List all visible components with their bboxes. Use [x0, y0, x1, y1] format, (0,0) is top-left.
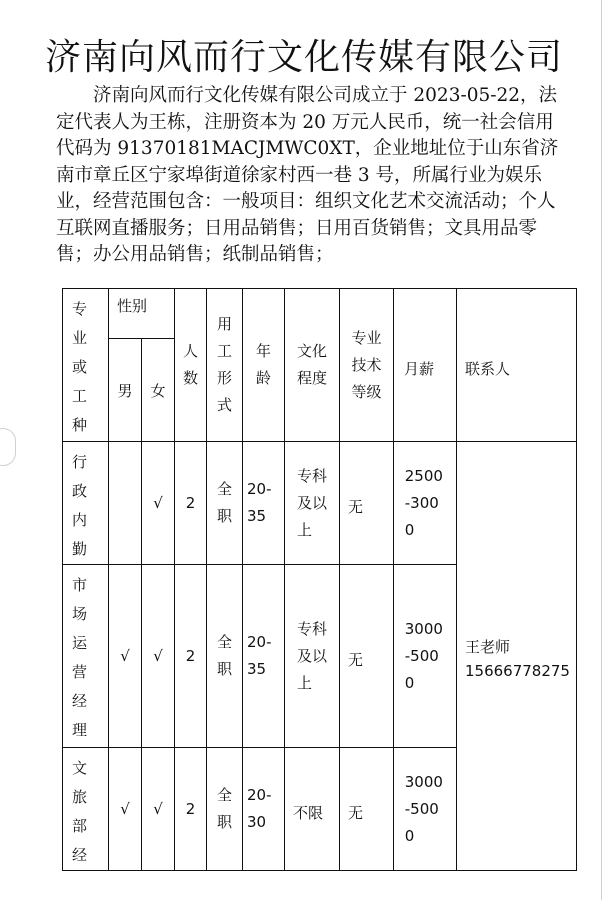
header-job: 专业或工种 — [63, 289, 109, 442]
cell-age: 20-35 — [243, 442, 285, 565]
cell-count: 2 — [175, 442, 207, 565]
header-skill-level: 专业技术等级 — [340, 289, 394, 442]
cell-male: √ — [109, 748, 142, 871]
cell-salary: 3000-5000 — [394, 748, 457, 871]
header-contact: 联系人 — [457, 289, 577, 442]
header-gender: 性别 — [109, 289, 175, 339]
recruitment-table — [62, 288, 577, 871]
cell-count: 2 — [175, 748, 207, 871]
cell-employment-type: 全职 — [207, 748, 243, 871]
header-male: 男 — [109, 339, 142, 442]
cell-age: 20-35 — [243, 565, 285, 748]
cell-skill-level: 无 — [340, 442, 394, 565]
side-scroll-handle[interactable] — [0, 428, 16, 466]
cell-age: 20-30 — [243, 748, 285, 871]
page-edge-divider — [601, 0, 602, 900]
table-row — [63, 442, 577, 565]
cell-male — [109, 442, 142, 565]
cell-education: 专科及以上 — [285, 565, 340, 748]
cell-female: √ — [142, 565, 175, 748]
contact-name: 王老师 — [465, 638, 511, 656]
document-title: 济南向风而行文化传媒有限公司 — [44, 37, 563, 78]
cell-salary: 2500-3000 — [394, 442, 457, 565]
contact-phone: 15666778275 — [465, 662, 570, 680]
cell-contact — [457, 442, 577, 871]
header-employment-type: 用工形式 — [207, 289, 243, 442]
cell-education: 专科及以上 — [285, 442, 340, 565]
cell-female: √ — [142, 442, 175, 565]
cell-employment-type: 全职 — [207, 565, 243, 748]
cell-employment-type: 全职 — [207, 442, 243, 565]
cell-male: √ — [109, 565, 142, 748]
company-intro-paragraph: 济南向风而行文化传媒有限公司成立于 2023-05-22，法定代表人为王栋，注册资本为 20 万元人民币，统一社会信用代码为 91370181MACJMWC0XT，企业地址位于山东省济南市章丘区宁家埠街道徐家村西一巷 3 号，所属行业为娱乐业，经营范围包含：一般项目：组织文化艺术交流活动；个人互联网直播服务；日用品销售；日用百货销售；文具用品零售；办公用品销售；纸制品销售； — [56, 85, 559, 265]
cell-female: √ — [142, 748, 175, 871]
cell-education: 不限 — [285, 748, 340, 871]
header-count: 人数 — [175, 289, 207, 442]
cell-count: 2 — [175, 565, 207, 748]
table-header-row — [63, 289, 577, 339]
header-salary: 月薪 — [394, 289, 457, 442]
cell-skill-level: 无 — [340, 565, 394, 748]
cell-job: 市场运营经理 — [63, 565, 109, 748]
header-female: 女 — [142, 339, 175, 442]
cell-skill-level: 无 — [340, 748, 394, 871]
cell-job: 行政内勤 — [63, 442, 109, 565]
cell-job: 文旅部经 — [63, 748, 109, 871]
cell-salary: 3000-5000 — [394, 565, 457, 748]
header-age: 年龄 — [243, 289, 285, 442]
header-education: 文化程度 — [285, 289, 340, 442]
